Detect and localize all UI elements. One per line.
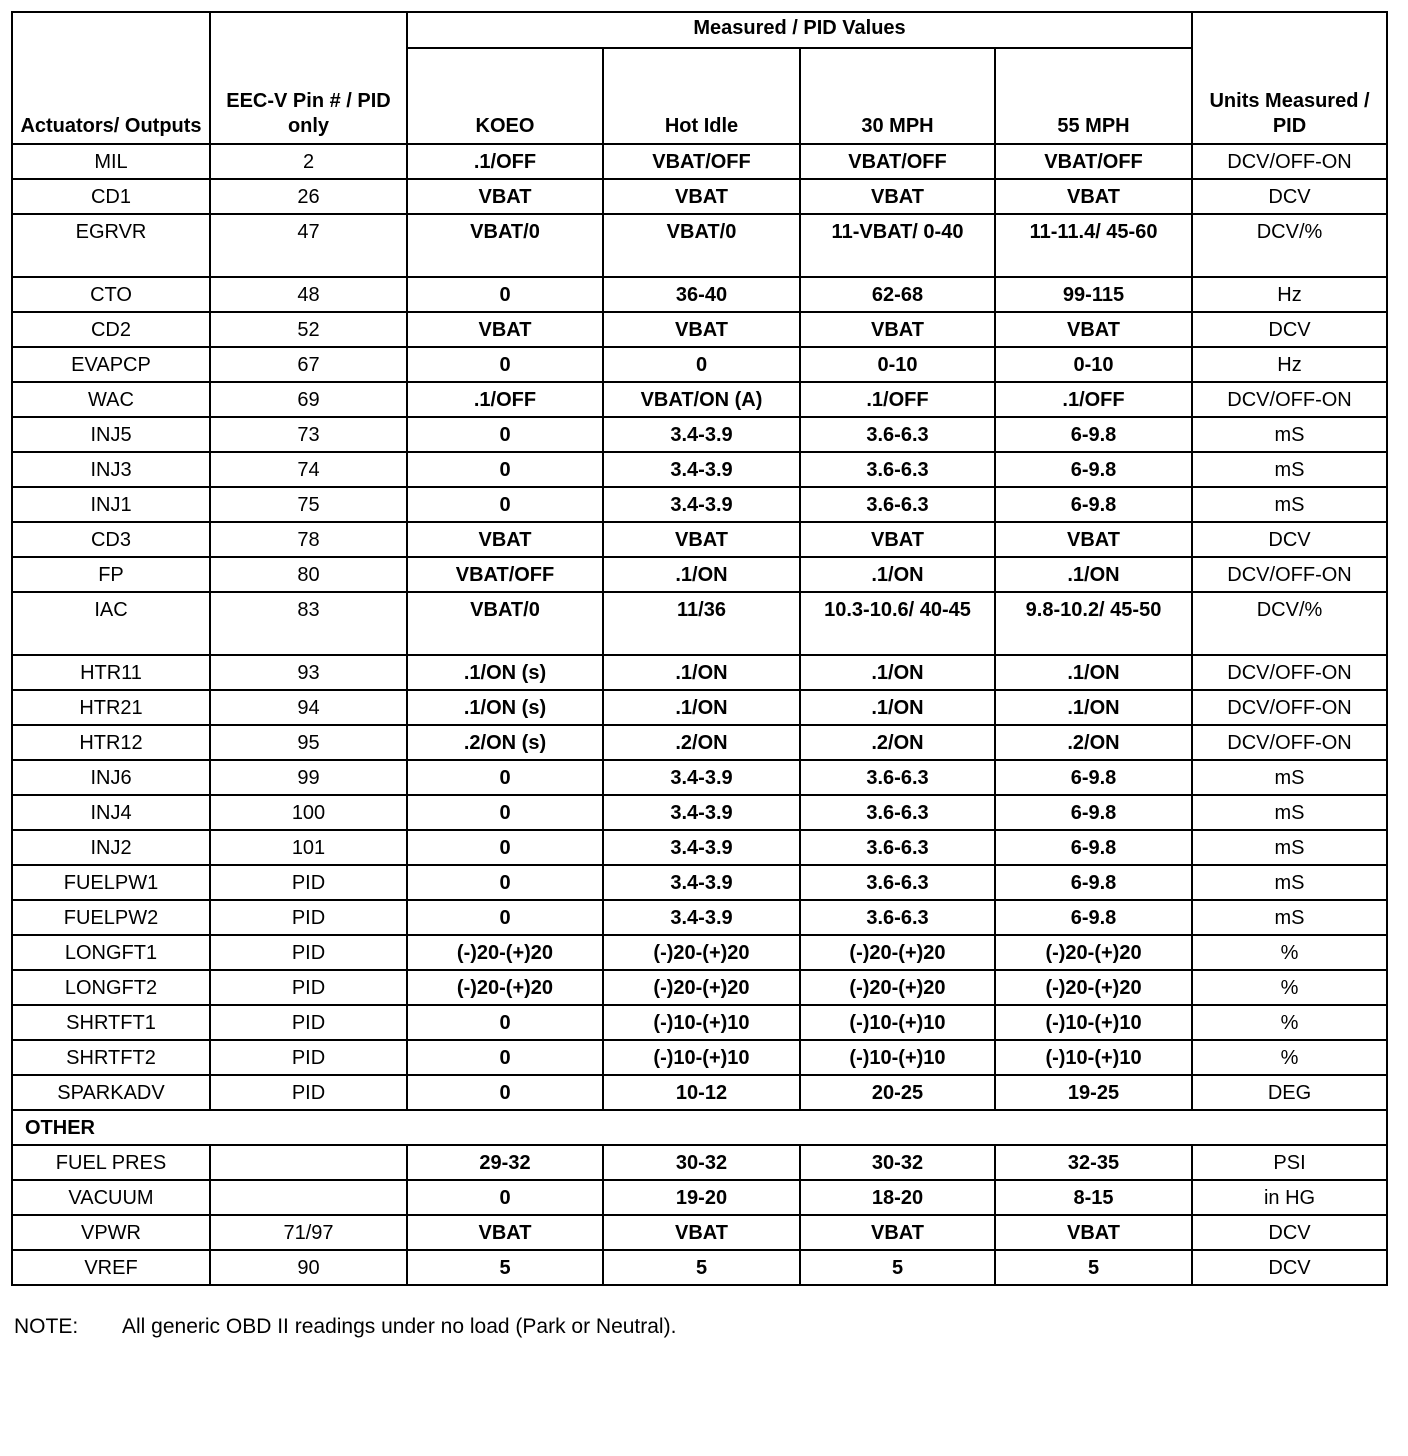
cell-hot-idle: (-)10-(+)10 bbox=[603, 1040, 800, 1075]
cell-30mph: (-)20-(+)20 bbox=[800, 970, 995, 1005]
cell-30mph: 5 bbox=[800, 1250, 995, 1285]
table-row bbox=[12, 214, 1387, 277]
cell-hot-idle: 3.4-3.9 bbox=[603, 417, 800, 452]
cell-hot-idle: .2/ON bbox=[603, 725, 800, 760]
cell-hot-idle: 19-20 bbox=[603, 1180, 800, 1215]
cell-koeo: VBAT bbox=[407, 1215, 603, 1250]
cell-units: DCV/OFF-ON bbox=[1192, 655, 1387, 690]
actuator-values-table bbox=[11, 11, 1388, 1286]
cell-actuator: SHRTFT2 bbox=[12, 1040, 210, 1075]
cell-hot-idle: VBAT/ON (A) bbox=[603, 382, 800, 417]
cell-koeo: 0 bbox=[407, 417, 603, 452]
cell-55mph: 32-35 bbox=[995, 1145, 1192, 1180]
cell-hot-idle: 11/36 bbox=[603, 592, 800, 655]
table-row bbox=[12, 144, 1387, 179]
cell-hot-idle: 36-40 bbox=[603, 277, 800, 312]
header-55mph: 55 MPH bbox=[995, 48, 1192, 144]
cell-actuator: EGRVR bbox=[12, 214, 210, 277]
cell-hot-idle: .1/ON bbox=[603, 690, 800, 725]
cell-units: in HG bbox=[1192, 1180, 1387, 1215]
cell-pin: PID bbox=[210, 1005, 407, 1040]
cell-hot-idle: 3.4-3.9 bbox=[603, 487, 800, 522]
cell-koeo: VBAT bbox=[407, 312, 603, 347]
cell-koeo: .2/ON (s) bbox=[407, 725, 603, 760]
cell-pin: 67 bbox=[210, 347, 407, 382]
cell-30mph: 30-32 bbox=[800, 1145, 995, 1180]
cell-55mph: (-)10-(+)10 bbox=[995, 1040, 1192, 1075]
cell-koeo: 0 bbox=[407, 1040, 603, 1075]
section-row-other bbox=[12, 1110, 1387, 1145]
cell-actuator: HTR11 bbox=[12, 655, 210, 690]
cell-actuator: FUEL PRES bbox=[12, 1145, 210, 1180]
cell-pin: 47 bbox=[210, 214, 407, 277]
cell-koeo: 0 bbox=[407, 760, 603, 795]
cell-pin: 71/97 bbox=[210, 1215, 407, 1250]
cell-actuator: LONGFT1 bbox=[12, 935, 210, 970]
cell-55mph: 19-25 bbox=[995, 1075, 1192, 1110]
cell-55mph: .1/ON bbox=[995, 557, 1192, 592]
cell-hot-idle: 3.4-3.9 bbox=[603, 795, 800, 830]
section-label-other: OTHER bbox=[12, 1110, 1387, 1145]
cell-55mph: VBAT bbox=[995, 522, 1192, 557]
cell-pin: PID bbox=[210, 1075, 407, 1110]
cell-koeo: 0 bbox=[407, 900, 603, 935]
cell-30mph: 3.6-6.3 bbox=[800, 452, 995, 487]
cell-actuator: INJ1 bbox=[12, 487, 210, 522]
cell-30mph: (-)20-(+)20 bbox=[800, 935, 995, 970]
cell-units: PSI bbox=[1192, 1145, 1387, 1180]
cell-units: DCV/% bbox=[1192, 214, 1387, 277]
cell-koeo: .1/ON (s) bbox=[407, 655, 603, 690]
cell-units: mS bbox=[1192, 865, 1387, 900]
cell-30mph: .1/ON bbox=[800, 557, 995, 592]
cell-30mph: 3.6-6.3 bbox=[800, 417, 995, 452]
cell-units: DCV/OFF-ON bbox=[1192, 725, 1387, 760]
cell-30mph: 3.6-6.3 bbox=[800, 865, 995, 900]
table-row bbox=[12, 417, 1387, 452]
cell-actuator: CTO bbox=[12, 277, 210, 312]
cell-55mph: (-)20-(+)20 bbox=[995, 970, 1192, 1005]
cell-pin: PID bbox=[210, 935, 407, 970]
header-30mph: 30 MPH bbox=[800, 48, 995, 144]
cell-actuator: FUELPW1 bbox=[12, 865, 210, 900]
footnote bbox=[14, 1314, 1408, 1340]
cell-pin: 26 bbox=[210, 179, 407, 214]
cell-55mph: .1/ON bbox=[995, 690, 1192, 725]
cell-30mph: (-)10-(+)10 bbox=[800, 1040, 995, 1075]
cell-units: mS bbox=[1192, 900, 1387, 935]
cell-actuator: INJ4 bbox=[12, 795, 210, 830]
cell-55mph: VBAT/OFF bbox=[995, 144, 1192, 179]
cell-55mph: VBAT bbox=[995, 1215, 1192, 1250]
cell-pin: PID bbox=[210, 865, 407, 900]
cell-30mph: 11-VBAT/ 0-40 bbox=[800, 214, 995, 277]
cell-pin: 73 bbox=[210, 417, 407, 452]
cell-55mph: VBAT bbox=[995, 179, 1192, 214]
cell-koeo: VBAT/OFF bbox=[407, 557, 603, 592]
cell-actuator: MIL bbox=[12, 144, 210, 179]
cell-koeo: 0 bbox=[407, 865, 603, 900]
cell-30mph: .2/ON bbox=[800, 725, 995, 760]
table-row bbox=[12, 382, 1387, 417]
table-row bbox=[12, 725, 1387, 760]
cell-hot-idle: 5 bbox=[603, 1250, 800, 1285]
cell-pin bbox=[210, 1145, 407, 1180]
cell-pin: 101 bbox=[210, 830, 407, 865]
cell-55mph: .1/OFF bbox=[995, 382, 1192, 417]
cell-koeo: 0 bbox=[407, 1180, 603, 1215]
cell-pin: 69 bbox=[210, 382, 407, 417]
cell-hot-idle: VBAT bbox=[603, 312, 800, 347]
cell-55mph: (-)20-(+)20 bbox=[995, 935, 1192, 970]
table-row bbox=[12, 347, 1387, 382]
cell-koeo: .1/OFF bbox=[407, 144, 603, 179]
cell-actuator: VREF bbox=[12, 1250, 210, 1285]
cell-units: mS bbox=[1192, 487, 1387, 522]
cell-units: DEG bbox=[1192, 1075, 1387, 1110]
cell-30mph: VBAT bbox=[800, 312, 995, 347]
table-row bbox=[12, 522, 1387, 557]
cell-pin: 100 bbox=[210, 795, 407, 830]
cell-hot-idle: VBAT/OFF bbox=[603, 144, 800, 179]
table-row bbox=[12, 179, 1387, 214]
cell-units: DCV/OFF-ON bbox=[1192, 690, 1387, 725]
cell-koeo: VBAT/0 bbox=[407, 592, 603, 655]
cell-units: mS bbox=[1192, 830, 1387, 865]
cell-hot-idle: .1/ON bbox=[603, 557, 800, 592]
table-row bbox=[12, 935, 1387, 970]
cell-55mph: 6-9.8 bbox=[995, 830, 1192, 865]
cell-55mph: 6-9.8 bbox=[995, 795, 1192, 830]
cell-30mph: 3.6-6.3 bbox=[800, 830, 995, 865]
table-row bbox=[12, 655, 1387, 690]
cell-pin: PID bbox=[210, 900, 407, 935]
cell-55mph: VBAT bbox=[995, 312, 1192, 347]
cell-koeo: 0 bbox=[407, 277, 603, 312]
table-row bbox=[12, 690, 1387, 725]
header-measured-group: Measured / PID Values bbox=[407, 12, 1192, 48]
cell-55mph: 5 bbox=[995, 1250, 1192, 1285]
cell-pin: 99 bbox=[210, 760, 407, 795]
cell-units: mS bbox=[1192, 452, 1387, 487]
table-row bbox=[12, 1250, 1387, 1285]
cell-units: DCV bbox=[1192, 179, 1387, 214]
cell-units: mS bbox=[1192, 760, 1387, 795]
cell-55mph: 9.8-10.2/ 45-50 bbox=[995, 592, 1192, 655]
cell-hot-idle: VBAT/0 bbox=[603, 214, 800, 277]
cell-actuator: CD1 bbox=[12, 179, 210, 214]
cell-30mph: .1/OFF bbox=[800, 382, 995, 417]
cell-hot-idle: VBAT bbox=[603, 1215, 800, 1250]
cell-actuator: FP bbox=[12, 557, 210, 592]
cell-30mph: 3.6-6.3 bbox=[800, 795, 995, 830]
cell-koeo: (-)20-(+)20 bbox=[407, 935, 603, 970]
table-row bbox=[12, 1040, 1387, 1075]
cell-pin: 75 bbox=[210, 487, 407, 522]
cell-actuator: INJ5 bbox=[12, 417, 210, 452]
cell-hot-idle: (-)10-(+)10 bbox=[603, 1005, 800, 1040]
cell-actuator: HTR21 bbox=[12, 690, 210, 725]
cell-actuator: IAC bbox=[12, 592, 210, 655]
cell-55mph: 6-9.8 bbox=[995, 760, 1192, 795]
cell-actuator: CD3 bbox=[12, 522, 210, 557]
cell-30mph: VBAT bbox=[800, 179, 995, 214]
cell-30mph: VBAT/OFF bbox=[800, 144, 995, 179]
cell-units: DCV/OFF-ON bbox=[1192, 144, 1387, 179]
cell-hot-idle: 10-12 bbox=[603, 1075, 800, 1110]
cell-units: DCV/OFF-ON bbox=[1192, 382, 1387, 417]
cell-actuator: INJ2 bbox=[12, 830, 210, 865]
cell-55mph: 8-15 bbox=[995, 1180, 1192, 1215]
cell-units: % bbox=[1192, 1005, 1387, 1040]
cell-30mph: VBAT bbox=[800, 522, 995, 557]
cell-hot-idle: 0 bbox=[603, 347, 800, 382]
table-row bbox=[12, 452, 1387, 487]
cell-30mph: (-)10-(+)10 bbox=[800, 1005, 995, 1040]
cell-koeo: 0 bbox=[407, 487, 603, 522]
table-row bbox=[12, 1180, 1387, 1215]
cell-koeo: 0 bbox=[407, 347, 603, 382]
cell-hot-idle: 30-32 bbox=[603, 1145, 800, 1180]
cell-koeo: 0 bbox=[407, 1005, 603, 1040]
cell-hot-idle: 3.4-3.9 bbox=[603, 865, 800, 900]
header-koeo: KOEO bbox=[407, 48, 603, 144]
cell-pin: PID bbox=[210, 1040, 407, 1075]
table-row bbox=[12, 1075, 1387, 1110]
cell-hot-idle: 3.4-3.9 bbox=[603, 900, 800, 935]
cell-units: % bbox=[1192, 935, 1387, 970]
cell-55mph: 6-9.8 bbox=[995, 452, 1192, 487]
cell-55mph: 6-9.8 bbox=[995, 900, 1192, 935]
cell-55mph: 6-9.8 bbox=[995, 865, 1192, 900]
cell-pin: 48 bbox=[210, 277, 407, 312]
cell-pin: 78 bbox=[210, 522, 407, 557]
cell-30mph: 3.6-6.3 bbox=[800, 760, 995, 795]
table-row bbox=[12, 900, 1387, 935]
cell-30mph: 0-10 bbox=[800, 347, 995, 382]
cell-units: mS bbox=[1192, 417, 1387, 452]
cell-pin: 83 bbox=[210, 592, 407, 655]
cell-units: DCV bbox=[1192, 1250, 1387, 1285]
cell-30mph: .1/ON bbox=[800, 655, 995, 690]
table-row bbox=[12, 830, 1387, 865]
cell-30mph: 20-25 bbox=[800, 1075, 995, 1110]
cell-units: Hz bbox=[1192, 347, 1387, 382]
cell-units: DCV/OFF-ON bbox=[1192, 557, 1387, 592]
cell-pin: 74 bbox=[210, 452, 407, 487]
cell-30mph: 62-68 bbox=[800, 277, 995, 312]
cell-units: DCV bbox=[1192, 312, 1387, 347]
cell-koeo: 0 bbox=[407, 1075, 603, 1110]
table-row bbox=[12, 1215, 1387, 1250]
cell-units: % bbox=[1192, 1040, 1387, 1075]
cell-koeo: 0 bbox=[407, 795, 603, 830]
table-row bbox=[12, 1145, 1387, 1180]
cell-actuator: SPARKADV bbox=[12, 1075, 210, 1110]
cell-30mph: 10.3-10.6/ 40-45 bbox=[800, 592, 995, 655]
cell-units: Hz bbox=[1192, 277, 1387, 312]
cell-pin: 94 bbox=[210, 690, 407, 725]
cell-actuator: CD2 bbox=[12, 312, 210, 347]
cell-55mph: .2/ON bbox=[995, 725, 1192, 760]
cell-30mph: 18-20 bbox=[800, 1180, 995, 1215]
cell-koeo: (-)20-(+)20 bbox=[407, 970, 603, 1005]
cell-pin: 93 bbox=[210, 655, 407, 690]
table-row bbox=[12, 557, 1387, 592]
cell-30mph: VBAT bbox=[800, 1215, 995, 1250]
cell-koeo: VBAT bbox=[407, 179, 603, 214]
cell-koeo: 0 bbox=[407, 452, 603, 487]
cell-actuator: VACUUM bbox=[12, 1180, 210, 1215]
cell-actuator: VPWR bbox=[12, 1215, 210, 1250]
cell-hot-idle: (-)20-(+)20 bbox=[603, 970, 800, 1005]
cell-hot-idle: VBAT bbox=[603, 179, 800, 214]
note-label: NOTE: bbox=[14, 1315, 79, 1338]
header-units: Units Measured / PID bbox=[1192, 12, 1387, 144]
cell-koeo: 0 bbox=[407, 830, 603, 865]
cell-units: DCV bbox=[1192, 522, 1387, 557]
cell-hot-idle: .1/ON bbox=[603, 655, 800, 690]
cell-hot-idle: 3.4-3.9 bbox=[603, 760, 800, 795]
cell-hot-idle: 3.4-3.9 bbox=[603, 452, 800, 487]
cell-55mph: 6-9.8 bbox=[995, 487, 1192, 522]
table-row bbox=[12, 970, 1387, 1005]
cell-55mph: .1/ON bbox=[995, 655, 1192, 690]
note-text: All generic OBD II readings under no load (Park or Neutral). bbox=[122, 1315, 677, 1338]
table-row bbox=[12, 592, 1387, 655]
header-actuators: Actuators/ Outputs bbox=[12, 12, 210, 144]
cell-55mph: (-)10-(+)10 bbox=[995, 1005, 1192, 1040]
cell-55mph: 99-115 bbox=[995, 277, 1192, 312]
cell-hot-idle: VBAT bbox=[603, 522, 800, 557]
cell-koeo: .1/ON (s) bbox=[407, 690, 603, 725]
cell-pin: 52 bbox=[210, 312, 407, 347]
cell-koeo: VBAT bbox=[407, 522, 603, 557]
cell-koeo: VBAT/0 bbox=[407, 214, 603, 277]
table-row bbox=[12, 1005, 1387, 1040]
table-body bbox=[12, 144, 1387, 1285]
cell-units: % bbox=[1192, 970, 1387, 1005]
cell-pin: PID bbox=[210, 970, 407, 1005]
cell-hot-idle: (-)20-(+)20 bbox=[603, 935, 800, 970]
cell-pin: 2 bbox=[210, 144, 407, 179]
table-row bbox=[12, 277, 1387, 312]
cell-pin: 95 bbox=[210, 725, 407, 760]
cell-units: DCV/% bbox=[1192, 592, 1387, 655]
cell-30mph: .1/ON bbox=[800, 690, 995, 725]
cell-pin: 80 bbox=[210, 557, 407, 592]
cell-units: DCV bbox=[1192, 1215, 1387, 1250]
cell-units: mS bbox=[1192, 795, 1387, 830]
cell-hot-idle: 3.4-3.9 bbox=[603, 830, 800, 865]
cell-koeo: .1/OFF bbox=[407, 382, 603, 417]
cell-55mph: 11-11.4/ 45-60 bbox=[995, 214, 1192, 277]
table-row bbox=[12, 487, 1387, 522]
table-row bbox=[12, 795, 1387, 830]
cell-koeo: 29-32 bbox=[407, 1145, 603, 1180]
table-row bbox=[12, 312, 1387, 347]
cell-actuator: EVAPCP bbox=[12, 347, 210, 382]
cell-actuator: INJ6 bbox=[12, 760, 210, 795]
cell-actuator: LONGFT2 bbox=[12, 970, 210, 1005]
cell-actuator: HTR12 bbox=[12, 725, 210, 760]
header-pin: EEC-V Pin # / PID only bbox=[210, 12, 407, 144]
cell-55mph: 6-9.8 bbox=[995, 417, 1192, 452]
header-hot-idle: Hot Idle bbox=[603, 48, 800, 144]
cell-pin: 90 bbox=[210, 1250, 407, 1285]
cell-actuator: INJ3 bbox=[12, 452, 210, 487]
table-row bbox=[12, 760, 1387, 795]
cell-30mph: 3.6-6.3 bbox=[800, 900, 995, 935]
cell-actuator: SHRTFT1 bbox=[12, 1005, 210, 1040]
cell-actuator: WAC bbox=[12, 382, 210, 417]
table-row bbox=[12, 865, 1387, 900]
cell-koeo: 5 bbox=[407, 1250, 603, 1285]
cell-55mph: 0-10 bbox=[995, 347, 1192, 382]
cell-actuator: FUELPW2 bbox=[12, 900, 210, 935]
cell-pin bbox=[210, 1180, 407, 1215]
cell-30mph: 3.6-6.3 bbox=[800, 487, 995, 522]
